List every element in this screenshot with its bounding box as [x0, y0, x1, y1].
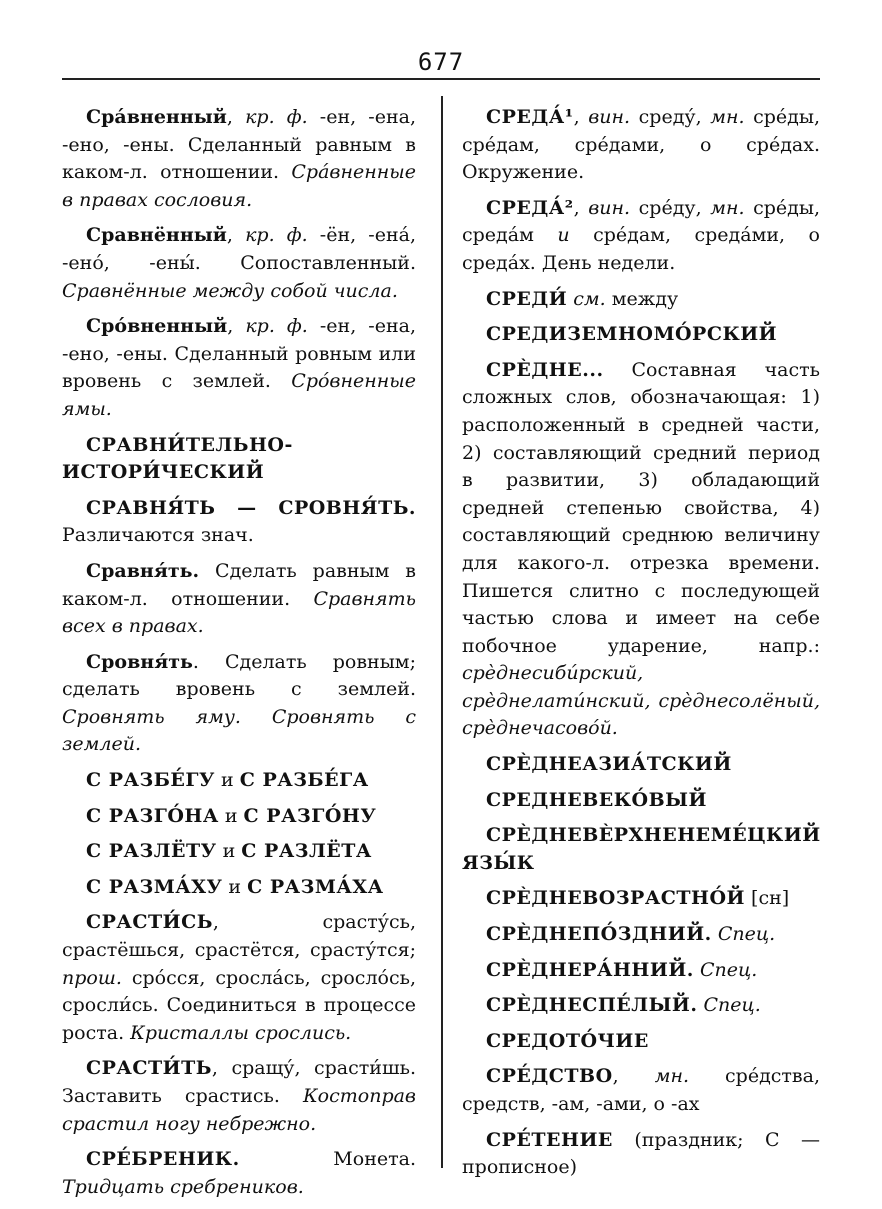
- dictionary-entry: [462, 1127, 820, 1182]
- entry-text: среду́,: [630, 106, 711, 128]
- entry-text: -ен, -ена, -ено, -ены. Сделанный ровным или вровень с землей.: [62, 315, 416, 393]
- entry-italic-text: Костоправ срастил ногу небрежно.: [62, 1085, 416, 1135]
- entry-italic-text: кр. ф.: [245, 315, 308, 338]
- dictionary-entry: [462, 992, 820, 1020]
- page-number: 677: [417, 48, 465, 76]
- column-divider: [441, 96, 443, 1168]
- entry-text: сро́сся, сросла́сь, сросло́сь, сросли́сь. Соединиться в процессе роста.: [62, 966, 416, 1044]
- entry-italic-text: мн.: [710, 106, 745, 128]
- entry-headword: СРЀДНЕАЗИА́ТСКИЙ: [486, 753, 732, 776]
- header-rule: [62, 78, 820, 80]
- dictionary-entry: [462, 1028, 820, 1056]
- entry-headword: Сравня́ть.: [86, 559, 200, 582]
- entry-headword: СРЀДНЕРА́ННИЙ.: [486, 958, 694, 981]
- entry-italic-text: Спец.: [697, 994, 761, 1017]
- entry-italic-text: Сравнённые между собой числа.: [62, 279, 398, 302]
- entry-italic-text: мн.: [710, 196, 745, 219]
- entry-headword: С РАЗГО́НУ: [243, 804, 377, 827]
- entry-headword: СРЀДНЕСПЕ́ЛЫЙ.: [486, 994, 698, 1017]
- dictionary-entry: [62, 558, 416, 641]
- dictionary-entry: [62, 838, 416, 866]
- entry-headword: СРЕ́ДСТВО: [486, 1065, 613, 1088]
- entry-headword: СРЀДНЕ...: [486, 358, 604, 381]
- entry-text: , сращу́, срасти́шь. Заставить срастись.: [62, 1057, 416, 1107]
- dictionary-entry: [462, 751, 820, 779]
- dictionary-entry: [462, 787, 820, 815]
- entry-italic-text: Сра́вненные в правах сословия.: [62, 161, 416, 211]
- entry-headword: СРЀДНЕВЀРХНЕНЕМЕ́ЦКИЙ ЯЗЫ́К: [462, 824, 821, 874]
- entry-italic-text: Сровнять яму. Сровнять с землей.: [62, 705, 416, 756]
- dictionary-entry: [62, 222, 416, 305]
- dictionary-entry: [462, 357, 820, 743]
- right-column: [462, 104, 820, 1190]
- entry-headword: СРЀДНЕВОЗРАСТНО́Й: [486, 887, 746, 910]
- entry-headword: СРЕДНЕВЕКО́ВЫЙ: [486, 788, 707, 811]
- dictionary-entry: [462, 921, 820, 949]
- entry-text: -ён, -ена́, -ено́, -ены́. Сопоставленный.: [62, 224, 416, 274]
- entry-text: [сн]: [745, 887, 790, 910]
- entry-headword: С РАЗМА́ХУ: [86, 875, 223, 898]
- entry-text: , срасту́сь, срастёшься, срастётся, срасту́тся;: [62, 911, 416, 962]
- entry-text: и: [218, 804, 244, 827]
- entry-headword: Сро́вненный: [86, 315, 228, 338]
- entry-italic-text: вин.: [588, 106, 631, 128]
- entry-text: ,: [573, 196, 589, 219]
- entry-text: Составная часть сложных слов, обозначающая: 1) расположенный в средней части, 2) составляющий средний период в развитии, 3) обладающий средней степенью свойства, 4) составляющий среднюю величину для какого-л. отрезка времени. Пишется слитно с последующей частью слова и имеет на себе побочное ударение, напр.:: [462, 358, 820, 657]
- entry-italic-text: и: [557, 224, 570, 247]
- entry-italic-text: мн.: [654, 1065, 690, 1088]
- entry-headword: СРЕДИ́: [486, 287, 568, 310]
- entry-headword: С РАЗГО́НА: [86, 804, 219, 827]
- dictionary-entry: [62, 313, 416, 423]
- dictionary-entry: [462, 1063, 820, 1118]
- dictionary-entry: [462, 822, 820, 877]
- entry-italic-text: прош.: [62, 966, 122, 989]
- entry-italic-text: Сравнять всех в правах.: [62, 587, 416, 638]
- dictionary-entry: [62, 874, 416, 902]
- entry-text: -ен, -ена, -ено, -ены. Сделанный равным в каком-л. отношении.: [62, 106, 416, 184]
- dictionary-entry: [462, 957, 820, 985]
- entry-text: сре́ды, сре́дам, сре́дами, о сре́дах. Окружение.: [462, 106, 820, 184]
- dictionary-entry: [62, 1055, 416, 1138]
- entry-headword: С РАЗБЕ́ГУ: [86, 769, 215, 792]
- entry-text: сре́дам, среда́ми, о среда́х. День недели.: [462, 224, 820, 274]
- entry-italic-text: Кристаллы срослись.: [130, 1021, 352, 1044]
- entry-headword: СРАВНИ́ТЕЛЬНО-ИСТОРИ́ЧЕСКИЙ: [62, 433, 293, 484]
- entry-headword: СРЕ́БРЕНИК.: [86, 1148, 240, 1171]
- entry-headword: С РАЗМА́ХА: [247, 875, 384, 898]
- entry-headword: СРЀДНЕПО́ЗДНИЙ.: [486, 923, 712, 946]
- entry-text: ,: [573, 106, 589, 128]
- entry-headword: СРЕ́ТЕНИЕ: [486, 1128, 613, 1151]
- dictionary-entry: [62, 495, 416, 550]
- left-column: [62, 104, 416, 1209]
- entry-italic-text: см.: [567, 287, 606, 310]
- entry-headword: С РАЗЛЁТА: [241, 840, 372, 863]
- entry-text: Сделать равным в каком-л. отношении.: [62, 559, 416, 610]
- entry-italic-text: Тридцать сребреников.: [62, 1175, 304, 1198]
- dictionary-entry: [62, 1146, 416, 1201]
- entry-headword: Сровня́ть: [86, 650, 193, 673]
- entry-italic-text: Спец.: [693, 958, 758, 981]
- entry-headword: С РАЗЛЁТУ: [86, 840, 217, 863]
- entry-text: и: [216, 840, 242, 863]
- dictionary-entry: [62, 767, 416, 795]
- entry-italic-text: срѐднесиби́рский, срѐднелати́нский, срѐднесолёный, срѐднечасово́й.: [462, 662, 820, 740]
- dictionary-entry: [462, 104, 820, 187]
- entry-text: ,: [226, 224, 246, 247]
- entry-italic-text: Сро́вненные ямы.: [62, 370, 416, 420]
- entry-text: (праздник; С — прописное): [462, 1128, 820, 1179]
- dictionary-entry: [62, 803, 416, 831]
- dictionary-entry: [62, 432, 416, 487]
- entry-italic-text: вин.: [588, 196, 631, 219]
- entry-headword: СРАСТИ́СЬ: [86, 911, 213, 934]
- dictionary-entry: [62, 649, 416, 759]
- entry-headword: СРАВНЯ́ТЬ — СРОВНЯ́ТЬ.: [86, 496, 416, 519]
- entry-text: ,: [227, 315, 246, 338]
- entry-headword: Сра́вненный: [86, 106, 227, 128]
- dictionary-entry: [462, 885, 820, 913]
- entry-text: и: [222, 875, 248, 898]
- entry-text: Различаются знач.: [62, 524, 254, 547]
- dictionary-entry: [462, 195, 820, 278]
- entry-headword: СРЕДА́²: [486, 196, 574, 219]
- entry-text: сре́ды, среда́м: [462, 196, 820, 247]
- dictionary-entry: [462, 286, 820, 314]
- entry-text: между: [605, 287, 679, 310]
- entry-text: ,: [226, 106, 246, 128]
- entry-text: Монета.: [239, 1148, 416, 1171]
- dictionary-entry: [462, 321, 820, 349]
- entry-text: ,: [612, 1065, 655, 1088]
- entry-italic-text: кр. ф.: [245, 224, 308, 247]
- entry-italic-text: кр. ф.: [245, 106, 308, 128]
- entry-text: сре́ду,: [630, 196, 711, 219]
- entry-text: . Сделать ровным; сделать вровень с землей.: [62, 650, 416, 701]
- dictionary-entry: [62, 909, 416, 1047]
- entry-headword: СРАСТИ́ТЬ: [86, 1057, 212, 1080]
- entry-italic-text: Спец.: [711, 923, 776, 946]
- entry-headword: СРЕДОТО́ЧИЕ: [486, 1029, 649, 1052]
- entry-headword: СРЕДИЗЕМНОМО́РСКИЙ: [486, 323, 778, 346]
- entry-text: сре́дства, средств, -ам, -ами, о -ах: [462, 1065, 820, 1115]
- entry-headword: Сравнённый: [86, 224, 227, 247]
- dictionary-entry: [62, 104, 416, 214]
- entry-headword: СРЕДА́¹: [486, 106, 574, 128]
- entry-headword: С РАЗБЕ́ГА: [239, 769, 369, 792]
- entry-text: и: [214, 769, 240, 792]
